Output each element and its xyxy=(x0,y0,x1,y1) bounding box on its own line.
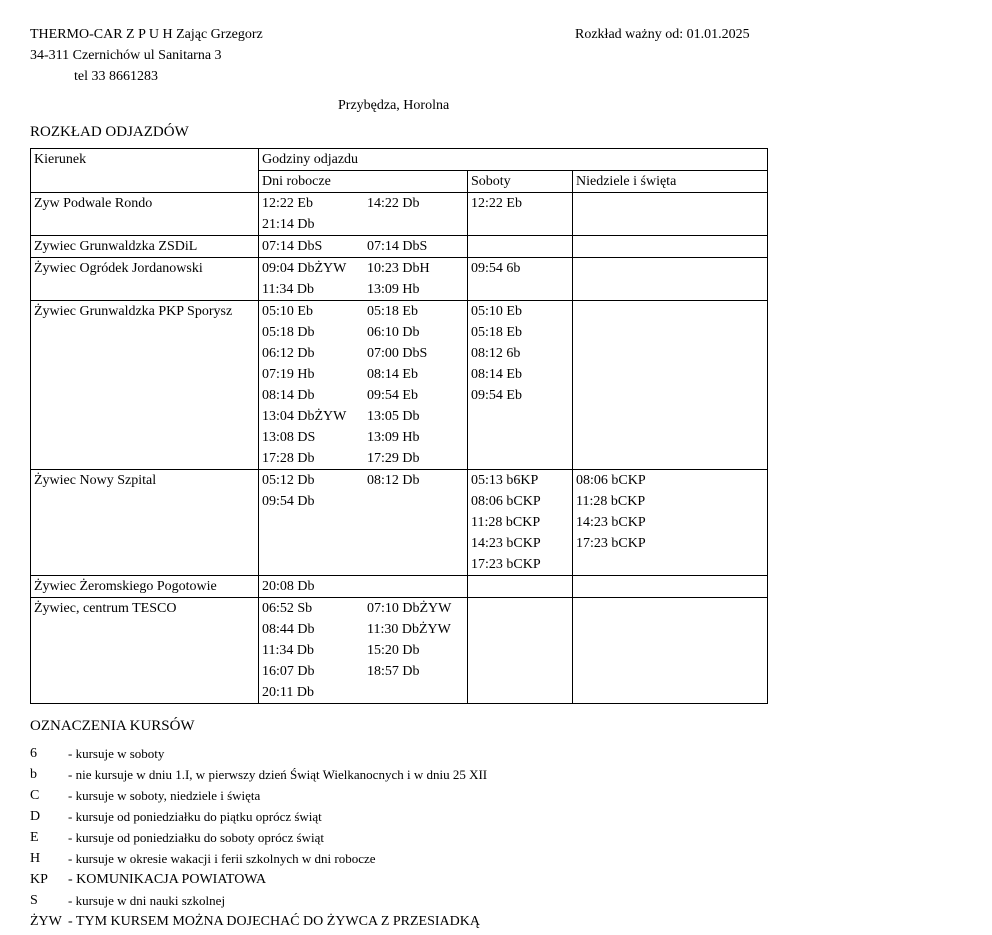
schedule-title: ROZKŁAD ODJAZDÓW xyxy=(30,124,189,140)
departure-time: 08:44 Db xyxy=(262,622,315,637)
departure-time: 11:30 DbŻYW xyxy=(367,622,451,637)
departure-time: 20:08 Db xyxy=(262,579,315,594)
departure-time: 09:54 Db xyxy=(262,494,315,509)
table-row xyxy=(31,576,768,598)
departure-time: 11:28 bCKP xyxy=(471,515,541,530)
table-row xyxy=(31,598,768,704)
departure-time: 11:34 Db xyxy=(262,643,314,658)
legend-item xyxy=(30,743,487,764)
departure-time: 07:19 Hb xyxy=(262,367,315,382)
sundays-cell xyxy=(573,258,768,301)
departure-time: 05:10 Eb xyxy=(471,304,522,319)
saturdays-cell xyxy=(468,258,573,301)
legend-code: H xyxy=(30,851,41,866)
departure-time: 06:12 Db xyxy=(262,346,315,361)
saturdays-cell xyxy=(468,598,573,704)
stop-name: Przybędza, Horolna xyxy=(338,98,450,113)
direction-cell: Żywiec Grunwaldzka PKP Sporysz xyxy=(31,301,259,470)
departure-time: 09:04 DbŻYW xyxy=(262,261,347,276)
departure-time: 13:05 Db xyxy=(367,409,420,424)
saturdays-cell xyxy=(468,470,573,576)
legend-description: - nie kursuje w dniu 1.I, w pierwszy dzień Świąt Wielkanocnych i w dniu 25 XII xyxy=(68,767,488,782)
sundays-cell xyxy=(573,236,768,258)
weekdays-cell xyxy=(259,576,468,598)
timetable xyxy=(30,148,768,704)
legend-code: C xyxy=(30,788,40,803)
table-row xyxy=(31,301,768,470)
departure-time: 05:12 Db xyxy=(262,473,315,488)
departure-time: 05:18 Eb xyxy=(471,325,522,340)
legend-code: S xyxy=(30,893,38,908)
direction-cell: Żywiec Nowy Szpital xyxy=(31,470,259,576)
sundays-cell xyxy=(573,470,768,576)
departure-time: 09:54 6b xyxy=(471,261,521,276)
departure-time: 13:09 Hb xyxy=(367,430,420,445)
legend-description: - TYM KURSEM MOŻNA DOJECHAĆ DO ŻYWCA Z PRZESIADKĄ xyxy=(68,914,480,929)
direction-cell: Żywiec Ogródek Jordanowski xyxy=(31,258,259,301)
company-address: 34-311 Czernichów ul Sanitarna 3 xyxy=(30,48,222,63)
direction-cell: Żywiec Żeromskiego Pogotowie xyxy=(31,576,259,598)
table-row xyxy=(31,193,768,236)
departure-time: 07:00 DbS xyxy=(367,346,428,361)
departure-time: 13:04 DbŻYW xyxy=(262,409,347,424)
departure-time: 12:22 Eb xyxy=(262,196,313,211)
departure-time: 08:14 Eb xyxy=(471,367,522,382)
legend-description: - kursuje w soboty, niedziele i święta xyxy=(68,788,261,803)
saturdays-cell xyxy=(468,576,573,598)
legend-code: ŻYW xyxy=(30,914,62,929)
departure-time: 11:34 Db xyxy=(262,282,314,297)
legend-item xyxy=(30,827,487,848)
header-saturdays: Soboty xyxy=(468,171,573,193)
departure-time: 14:23 bCKP xyxy=(471,536,541,551)
departure-time: 17:28 Db xyxy=(262,451,315,466)
departure-time: 08:06 bCKP xyxy=(576,473,646,488)
departure-time: 16:07 Db xyxy=(262,664,315,679)
departure-time: 09:54 Eb xyxy=(471,388,522,403)
saturdays-cell xyxy=(468,193,573,236)
departure-time: 13:08 DS xyxy=(262,430,316,445)
legend-description: - kursuje od poniedziałku do piątku oprócz świąt xyxy=(68,809,322,824)
departure-time: 08:06 bCKP xyxy=(471,494,541,509)
departure-time: 06:10 Db xyxy=(367,325,420,340)
departure-time: 05:10 Eb xyxy=(262,304,313,319)
departure-time: 07:14 DbS xyxy=(262,239,323,254)
sundays-cell xyxy=(573,193,768,236)
legend-item xyxy=(30,869,487,890)
departure-time: 13:09 Hb xyxy=(367,282,420,297)
saturdays-cell xyxy=(468,236,573,258)
weekdays-cell xyxy=(259,301,468,470)
departure-time: 17:23 bCKP xyxy=(576,536,646,551)
header-sundays: Niedziele i święta xyxy=(573,171,768,193)
legend-item xyxy=(30,848,487,869)
departure-time: 09:54 Eb xyxy=(367,388,418,403)
legend-code: 6 xyxy=(30,746,37,761)
table-row xyxy=(31,470,768,576)
table-row xyxy=(31,236,768,258)
departure-time: 07:10 DbŻYW xyxy=(367,601,452,616)
weekdays-cell xyxy=(259,258,468,301)
weekdays-cell xyxy=(259,470,468,576)
legend-item xyxy=(30,785,487,806)
legend-code: D xyxy=(30,809,41,824)
legend-code: b xyxy=(30,767,37,782)
legend-description: - kursuje w soboty xyxy=(68,746,165,761)
weekdays-cell xyxy=(259,193,468,236)
departure-time: 20:11 Db xyxy=(262,685,314,700)
legend-item xyxy=(30,890,487,911)
header-departure-times: Godziny odjazdu xyxy=(259,149,768,171)
departure-time: 11:28 bCKP xyxy=(576,494,646,509)
header-weekdays: Dni robocze xyxy=(259,171,468,193)
legend xyxy=(30,743,487,932)
legend-item xyxy=(30,911,487,932)
legend-item xyxy=(30,806,487,827)
direction-cell: Żywiec, centrum TESCO xyxy=(31,598,259,704)
departure-time: 08:14 Db xyxy=(262,388,315,403)
saturdays-cell xyxy=(468,301,573,470)
departure-time: 10:23 DbH xyxy=(367,261,430,276)
legend-code: KP xyxy=(30,872,48,887)
legend-description: - kursuje w okresie wakacji i ferii szkolnych w dni robocze xyxy=(68,851,376,866)
departure-time: 21:14 Db xyxy=(262,217,315,232)
departure-time: 05:18 Db xyxy=(262,325,315,340)
company-name: THERMO-CAR Z P U H Zając Grzegorz xyxy=(30,27,263,42)
table-row xyxy=(31,258,768,301)
departure-time: 05:13 b6KP xyxy=(471,473,539,488)
departure-time: 07:14 DbS xyxy=(367,239,428,254)
departure-time: 15:20 Db xyxy=(367,643,420,658)
departure-time: 17:23 bCKP xyxy=(471,557,541,572)
legend-item xyxy=(30,764,487,785)
weekdays-cell xyxy=(259,598,468,704)
table-header-row xyxy=(31,149,768,171)
departure-time: 14:23 bCKP xyxy=(576,515,646,530)
legend-code: E xyxy=(30,830,39,845)
departure-time: 12:22 Eb xyxy=(471,196,522,211)
legend-description: - kursuje w dni nauki szkolnej xyxy=(68,893,226,908)
departure-time: 18:57 Db xyxy=(367,664,420,679)
company-header xyxy=(30,24,263,87)
legend-title: OZNACZENIA KURSÓW xyxy=(30,718,195,734)
company-phone: tel 33 8661283 xyxy=(74,69,158,84)
sundays-cell xyxy=(573,598,768,704)
sundays-cell xyxy=(573,301,768,470)
sundays-cell xyxy=(573,576,768,598)
legend-description: - KOMUNIKACJA POWIATOWA xyxy=(68,872,267,887)
departure-time: 17:29 Db xyxy=(367,451,420,466)
direction-cell: Zyw Podwale Rondo xyxy=(31,193,259,236)
departure-time: 08:12 6b xyxy=(471,346,521,361)
departure-time: 05:18 Eb xyxy=(367,304,418,319)
departure-time: 06:52 Sb xyxy=(262,601,313,616)
departure-time: 08:14 Eb xyxy=(367,367,418,382)
weekdays-cell xyxy=(259,236,468,258)
departure-time: 08:12 Db xyxy=(367,473,420,488)
legend-description: - kursuje od poniedziałku do soboty oprócz świąt xyxy=(68,830,324,845)
header-direction: Kierunek xyxy=(31,149,259,193)
valid-from-date: Rozkład ważny od: 01.01.2025 xyxy=(575,27,750,42)
direction-cell: Zywiec Grunwaldzka ZSDiL xyxy=(31,236,259,258)
departure-time: 14:22 Db xyxy=(367,196,420,211)
